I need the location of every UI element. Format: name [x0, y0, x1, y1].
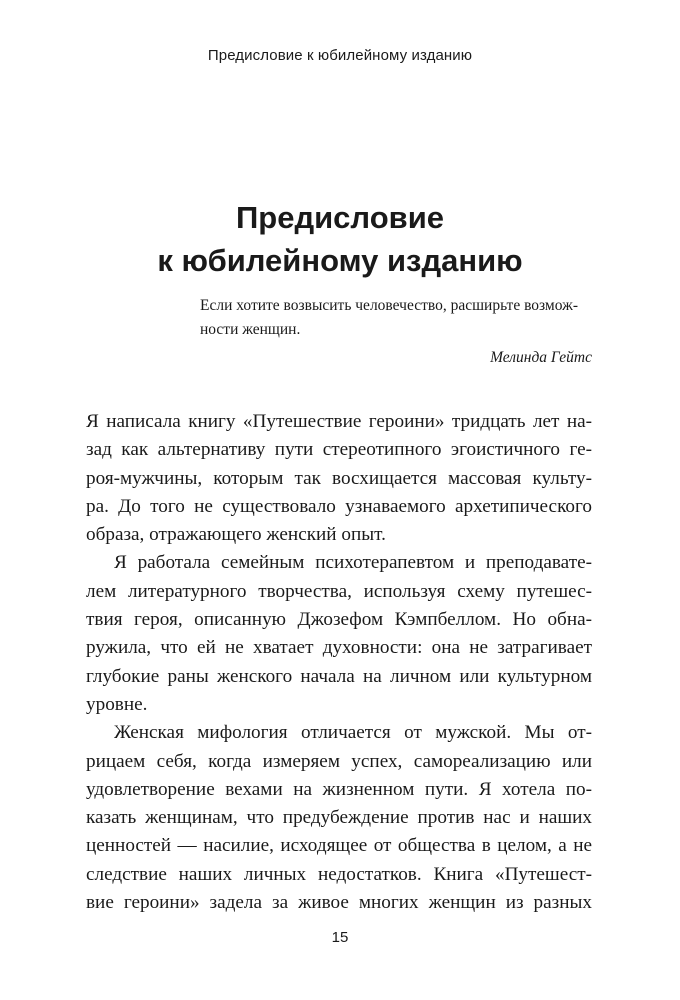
body-line: рицаем себя, когда измеряем успех, самореализацию или — [86, 750, 592, 772]
running-header: Предисловие к юбилейному изданию — [207, 47, 473, 64]
body-line: уровне. — [86, 693, 148, 715]
epigraph-line: Если хотите возвысить человечество, расширьте возмож- — [200, 297, 578, 314]
chapter-title-line-2: к юбилейному изданию — [157, 243, 523, 278]
body-line: зад как альтернативу пути стереотипного эгоистичного ге- — [86, 439, 592, 461]
chapter-title-line-1: Предисловие — [235, 200, 444, 235]
body-line: ружила, что ей не хватает духовности: она не затрагивает — [86, 637, 592, 659]
body-line: Я работала семейным психотерапевтом и преподавате- — [114, 552, 592, 574]
body-line: ра. До того не существовало узнаваемого архетипического — [86, 495, 592, 517]
body-line: удовлетворение вехами на жизненном пути. Я хотела по- — [86, 778, 592, 800]
chapter-title — [0, 196, 680, 282]
body-text — [86, 408, 592, 917]
body-line: глубокие раны женского начала на личном или культурном — [86, 665, 592, 687]
body-line: ценностей — насилие, исходящее от общества в целом, а не — [86, 835, 592, 857]
body-line: твия героя, описанную Джозефом Кэмпбеллом. Но обна- — [86, 609, 592, 631]
body-line: Я написала книгу «Путешествие героини» тридцать лет на- — [86, 411, 592, 432]
body-line: следствие наших личных недостатков. Книга «Путешест- — [86, 863, 592, 885]
body-line: вие героини» задела за живое многих женщин из разных — [86, 892, 592, 914]
body-line: казать женщинам, что предубеждение против нас и наших — [86, 807, 592, 829]
body-line: образа, отражающего женский опыт. — [86, 524, 386, 546]
page-number: 15 — [331, 929, 349, 946]
body-line: роя-мужчины, которым так восхищается массовая культу- — [86, 467, 592, 489]
epigraph-author: Мелинда Гейтс — [490, 349, 592, 366]
body-line: лем литературного творчества, используя схему путешес- — [86, 580, 592, 602]
epigraph — [200, 294, 592, 370]
body-line: Женская мифология отличается от мужской. Мы от- — [114, 722, 592, 744]
epigraph-line: ности женщин. — [200, 321, 301, 338]
